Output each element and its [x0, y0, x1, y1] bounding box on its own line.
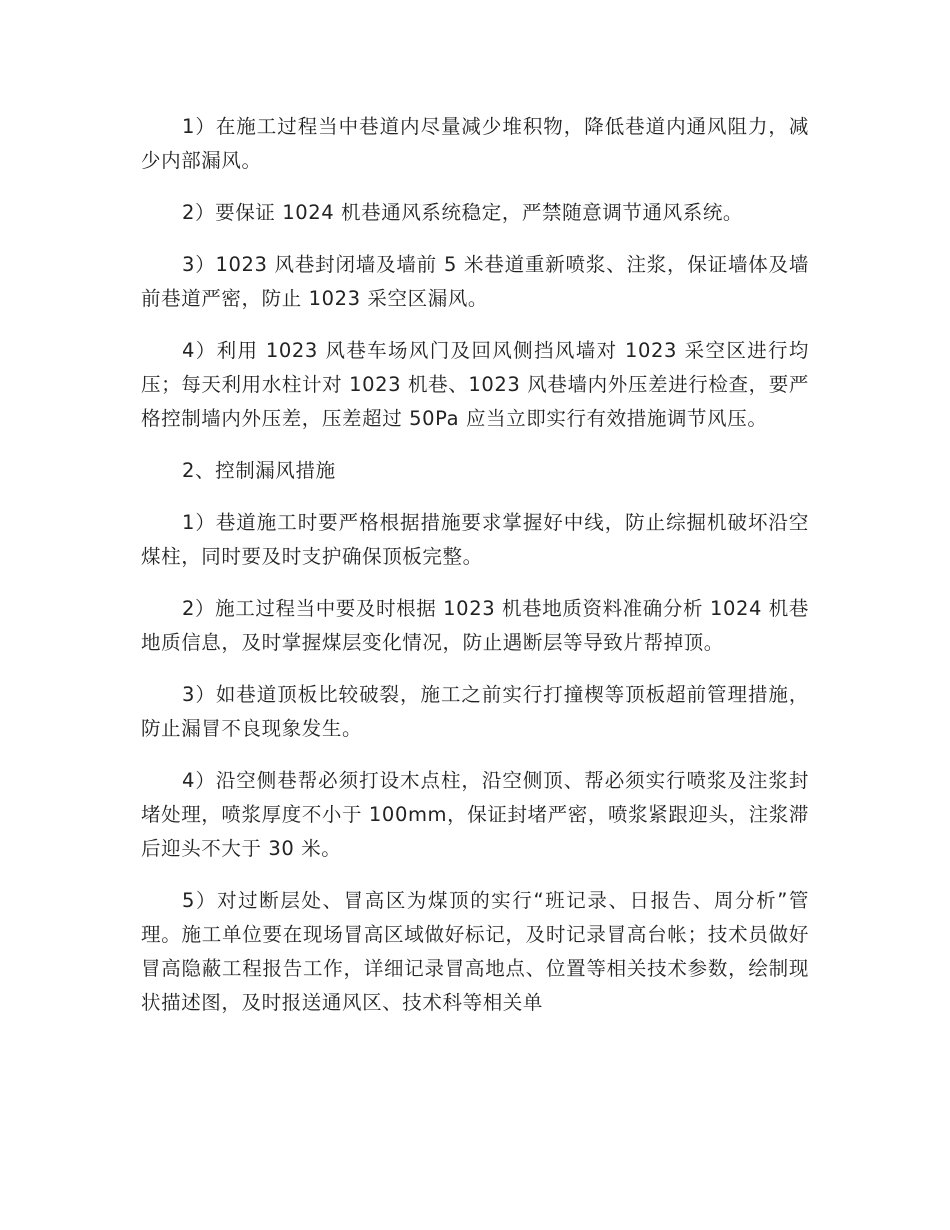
- paragraph-8: 4）沿空侧巷帮必须打设木点柱，沿空侧顶、帮必须实行喷浆及注浆封堵处理，喷浆厚度不小于 100mm，保证封堵严密，喷浆紧跟迎头，注浆滞后迎头不大于 30 米。: [141, 769, 809, 860]
- section-heading: 2、控制漏风措施: [182, 459, 336, 482]
- paragraph-5: 1）巷道施工时要严格根据措施要求掌握好中线，防止综掘机破坏沿空煤柱，同时要及时支护确保顶板完整。: [141, 511, 809, 568]
- paragraph-2: 2）要保证 1024 机巷通风系统稳定，严禁随意调节通风系统。: [182, 201, 744, 224]
- paragraph-3: 3）1023 风巷封闭墙及墙前 5 米巷道重新喷浆、注浆，保证墙体及墙前巷道严密，防止 1023 采空区漏风。: [141, 253, 809, 310]
- paragraph-6: 2）施工过程当中要及时根据 1023 机巷地质资料准确分析 1024 机巷地质信息，及时掌握煤层变化情况，防止遇断层等导致片帮掉顶。: [141, 597, 809, 654]
- document-body: [141, 110, 809, 1038]
- paragraph-4: 4）利用 1023 风巷车场风门及回风侧挡风墙对 1023 采空区进行均压；每天利用水柱计对 1023 机巷、1023 风巷墙内外压差进行检查，要严格控制墙内外压差，压差超过 50Pa 应当立即实行有效措施调节风压。: [141, 339, 809, 430]
- paragraph-1: 1）在施工过程当中巷道内尽量减少堆积物，降低巷道内通风阻力，减少内部漏风。: [141, 115, 809, 172]
- paragraph-7: 3）如巷道顶板比较破裂，施工之前实行打撞楔等顶板超前管理措施，防止漏冒不良现象发生。: [141, 683, 809, 740]
- paragraph-9: 5）对过断层处、冒高区为煤顶的实行“班记录、日报告、周分析”管理。施工单位要在现场冒高区域做好标记，及时记录冒高台帐；技术员做好冒高隐蔽工程报告工作，详细记录冒高地点、位置等相关技术参数，绘制现状描述图，及时报送通风区、技术科等相关单: [141, 889, 809, 1014]
